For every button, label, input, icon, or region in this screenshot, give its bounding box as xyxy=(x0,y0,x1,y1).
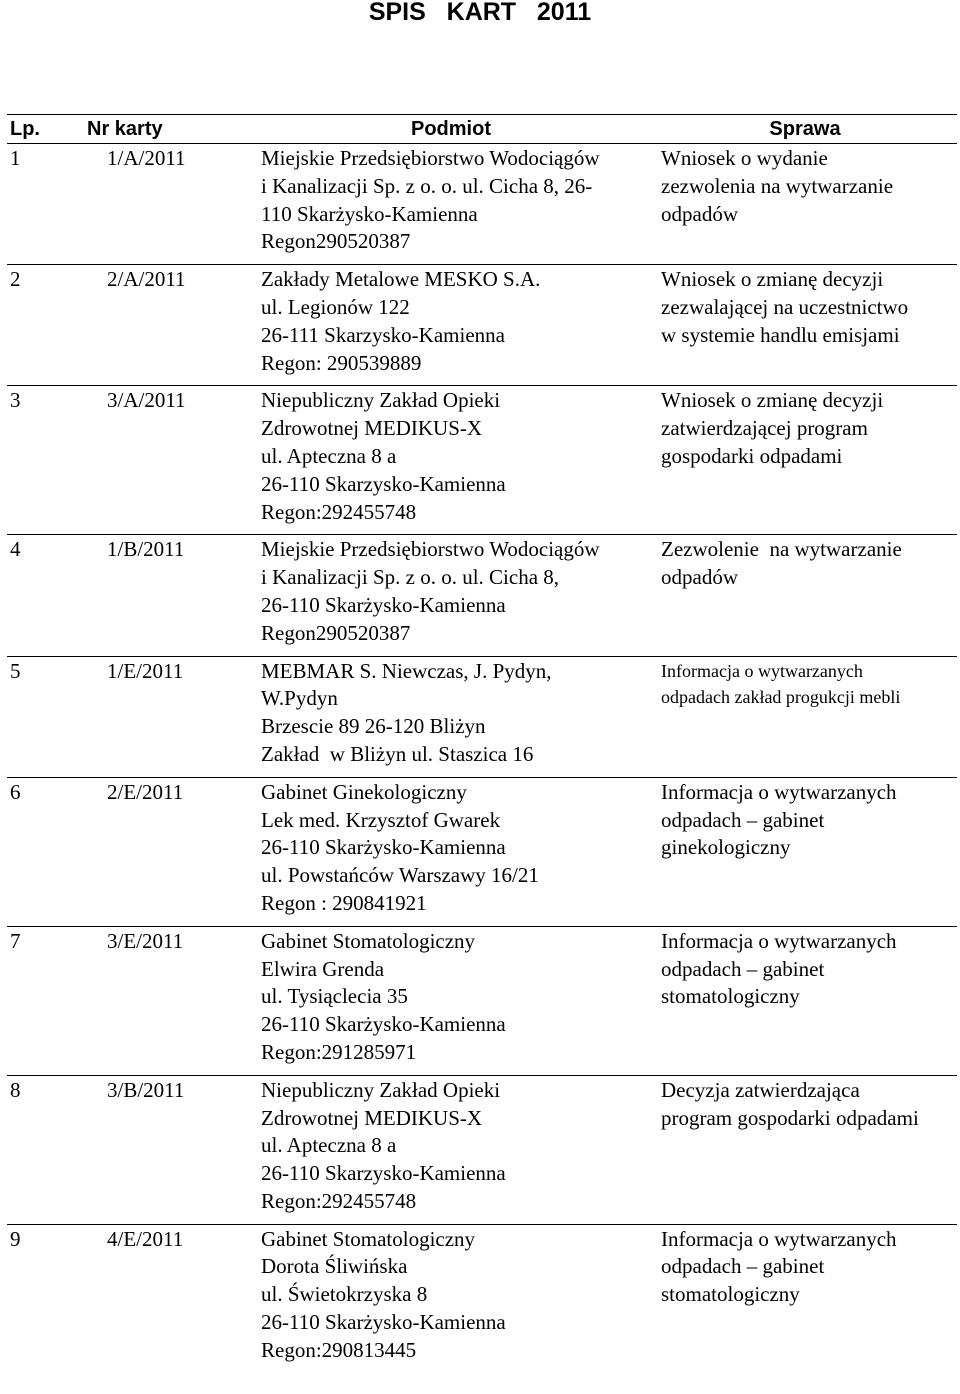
header-podmiot: Podmiot xyxy=(249,115,653,144)
podmiot-line: Brzescie 89 26-120 Bliżyn xyxy=(261,714,486,739)
podmiot-line: Niepubliczny Zakład Opieki xyxy=(261,388,501,413)
sprawa-line: Zezwolenie na wytwarzanie xyxy=(661,537,902,562)
sprawa-line: odpadów xyxy=(661,565,738,590)
podmiot-line: Regon:291285971 xyxy=(261,1039,417,1064)
podmiot-line: Zdrowotnej MEDIKUS-X xyxy=(261,1105,483,1130)
podmiot-line: ul. Świetokrzyska 8 xyxy=(261,1282,428,1307)
sprawa-line: Informacja o wytwarzanych xyxy=(661,660,863,681)
sprawa-line: Decyzja zatwierdzająca xyxy=(661,1077,860,1102)
table-body xyxy=(7,144,957,1373)
podmiot-line: Regon:292455748 xyxy=(261,499,417,524)
podmiot-line: W.Pydyn xyxy=(261,686,338,711)
podmiot-line: 26-110 Skarżysko-Kamienna xyxy=(261,835,506,860)
table-row xyxy=(7,1224,957,1372)
podmiot-line: Gabinet Ginekologiczny xyxy=(261,779,467,804)
table-row xyxy=(7,144,957,265)
table-row xyxy=(7,656,957,777)
sprawa-line: zezwolenia na wytwarzanie xyxy=(661,173,894,198)
cell-sprawa xyxy=(653,1224,957,1372)
table-row xyxy=(7,1075,957,1224)
podmiot-line: 26-110 Skarzysko-Kamienna xyxy=(261,1161,506,1186)
sprawa-line: zatwierdzającej program xyxy=(661,416,868,441)
podmiot-line: Miejskie Przedsiębiorstwo Wodociągów xyxy=(261,146,600,170)
table-row xyxy=(7,535,957,656)
cell-nr-karty: 2/A/2011 xyxy=(27,265,249,386)
podmiot-line: Regon : 290841921 xyxy=(261,890,427,915)
sprawa-line: gospodarki odpadami xyxy=(661,443,843,468)
cell-nr-karty: 4/E/2011 xyxy=(107,1226,184,1251)
cell-podmiot xyxy=(249,1075,653,1224)
podmiot-line: ul. Powstańców Warszawy 16/21 xyxy=(261,863,539,888)
podmiot-line: Lek med. Krzysztof Gwarek xyxy=(261,807,501,832)
sprawa-line: stomatologiczny xyxy=(661,1282,800,1307)
header-nr-karty: Nr karty xyxy=(27,115,249,144)
sprawa-line: ginekologiczny xyxy=(661,835,791,860)
sprawa-line: stomatologiczny xyxy=(661,984,800,1009)
cell-lp: 9 xyxy=(10,1226,21,1251)
cell-podmiot xyxy=(249,926,653,1075)
cell-podmiot xyxy=(249,386,653,535)
sprawa-line: Wniosek o zmianę decyzji xyxy=(661,267,884,292)
cell-sprawa xyxy=(653,265,957,386)
cell-sprawa xyxy=(653,777,957,926)
sprawa-line: odpadach – gabinet xyxy=(661,807,825,832)
table-row xyxy=(7,265,957,386)
podmiot-line: i Kanalizacji Sp. z o. o. ul. Cicha 8, 26- xyxy=(261,173,593,198)
cell-nr-karty: 1/A/2011 xyxy=(27,144,249,265)
cell-sprawa xyxy=(653,386,957,535)
cell-lp: 7 xyxy=(7,926,27,1075)
podmiot-line: Gabinet Stomatologiczny xyxy=(261,1226,476,1251)
sprawa-line: Informacja o wytwarzanych xyxy=(661,1226,897,1251)
cards-table-container xyxy=(7,114,957,1373)
sprawa-line: Wniosek o wydanie xyxy=(661,146,828,170)
sprawa-line: Wniosek o zmianę decyzji xyxy=(661,388,884,413)
podmiot-line: Elwira Grenda xyxy=(261,956,385,981)
page-title: SPIS KART 2011 xyxy=(368,0,592,26)
sprawa-line: zezwalającej na uczestnictwo xyxy=(661,294,909,319)
cell-lp: 3 xyxy=(7,386,27,535)
podmiot-line: ul. Legionów 122 xyxy=(261,294,410,319)
sprawa-line: odpadach – gabinet xyxy=(661,1254,825,1279)
cell-nr-karty: 3/E/2011 xyxy=(27,926,249,1075)
table-header-row xyxy=(7,115,957,144)
cell-sprawa xyxy=(653,144,957,265)
sprawa-line: odpadach – gabinet xyxy=(661,956,825,981)
cell-sprawa xyxy=(653,656,957,777)
podmiot-line: 26-110 Skarżysko-Kamienna xyxy=(261,1012,506,1037)
podmiot-line: 26-110 Skarzysko-Kamienna xyxy=(261,471,506,496)
cell-nr-karty: 1/E/2011 xyxy=(27,656,249,777)
cell-nr-karty: 3/B/2011 xyxy=(27,1075,249,1224)
podmiot-line: Miejskie Przedsiębiorstwo Wodociągów xyxy=(261,537,600,562)
sprawa-line: program gospodarki odpadami xyxy=(661,1105,919,1130)
table-row xyxy=(7,386,957,535)
sprawa-line: odpadach zakład progukcji mebli xyxy=(661,686,901,707)
podmiot-line: MEBMAR S. Niewczas, J. Pydyn, xyxy=(261,658,552,683)
podmiot-line: 26-110 Skarżysko-Kamienna xyxy=(261,592,506,617)
sprawa-line: w systemie handlu emisjami xyxy=(661,322,900,347)
cell-nr-karty: 1/B/2011 xyxy=(27,535,249,656)
cell-lp: 2 xyxy=(7,265,27,386)
podmiot-line: 110 Skarżysko-Kamienna xyxy=(261,201,478,226)
podmiot-line: Dorota Śliwińska xyxy=(261,1254,408,1279)
podmiot-line: Niepubliczny Zakład Opieki xyxy=(261,1077,501,1102)
cell-podmiot xyxy=(249,1224,653,1372)
cell-sprawa xyxy=(653,535,957,656)
cell-lp: 8 xyxy=(7,1075,27,1224)
cell-lp: 5 xyxy=(7,656,27,777)
cell-lp: 4 xyxy=(7,535,27,656)
podmiot-line: Zakład w Bliżyn ul. Staszica 16 xyxy=(261,741,534,766)
header-lp: Lp. xyxy=(7,115,27,144)
cell-lp: 1 xyxy=(7,144,27,265)
table-row xyxy=(7,926,957,1075)
sprawa-line: odpadów xyxy=(661,201,738,226)
cell-sprawa xyxy=(653,926,957,1075)
cell-podmiot xyxy=(249,144,653,265)
podmiot-line: Regon: 290539889 xyxy=(261,350,422,375)
podmiot-line: ul. Tysiąclecia 35 xyxy=(261,984,408,1009)
cell-nr-karty: 2/E/2011 xyxy=(27,777,249,926)
cell-podmiot xyxy=(249,535,653,656)
podmiot-line: Gabinet Stomatologiczny xyxy=(261,928,476,953)
podmiot-line: i Kanalizacji Sp. z o. o. ul. Cicha 8, xyxy=(261,565,560,590)
cell-lp: 6 xyxy=(7,777,27,926)
cell-podmiot xyxy=(249,777,653,926)
podmiot-line: Regon290520387 xyxy=(261,620,411,645)
podmiot-line: Regon290520387 xyxy=(261,229,411,254)
cell-nr-karty: 3/A/2011 xyxy=(27,386,249,535)
cell-podmiot xyxy=(249,656,653,777)
sprawa-line: Informacja o wytwarzanych xyxy=(661,779,897,804)
cell-podmiot xyxy=(249,265,653,386)
podmiot-line: 26-110 Skarżysko-Kamienna xyxy=(261,1310,506,1335)
podmiot-line: Regon:292455748 xyxy=(261,1188,417,1213)
sprawa-line: Informacja o wytwarzanych xyxy=(661,928,897,953)
podmiot-line: ul. Apteczna 8 a xyxy=(261,1133,397,1158)
cards-table xyxy=(7,114,957,1373)
podmiot-line: Zakłady Metalowe MESKO S.A. xyxy=(261,267,541,292)
podmiot-line: Zdrowotnej MEDIKUS-X xyxy=(261,416,483,441)
podmiot-line: Regon:290813445 xyxy=(261,1337,417,1362)
podmiot-line: ul. Apteczna 8 a xyxy=(261,443,397,468)
cell-sprawa xyxy=(653,1075,957,1224)
podmiot-line: 26-111 Skarzysko-Kamienna xyxy=(261,322,505,347)
header-sprawa: Sprawa xyxy=(653,115,957,144)
table-row xyxy=(7,777,957,926)
